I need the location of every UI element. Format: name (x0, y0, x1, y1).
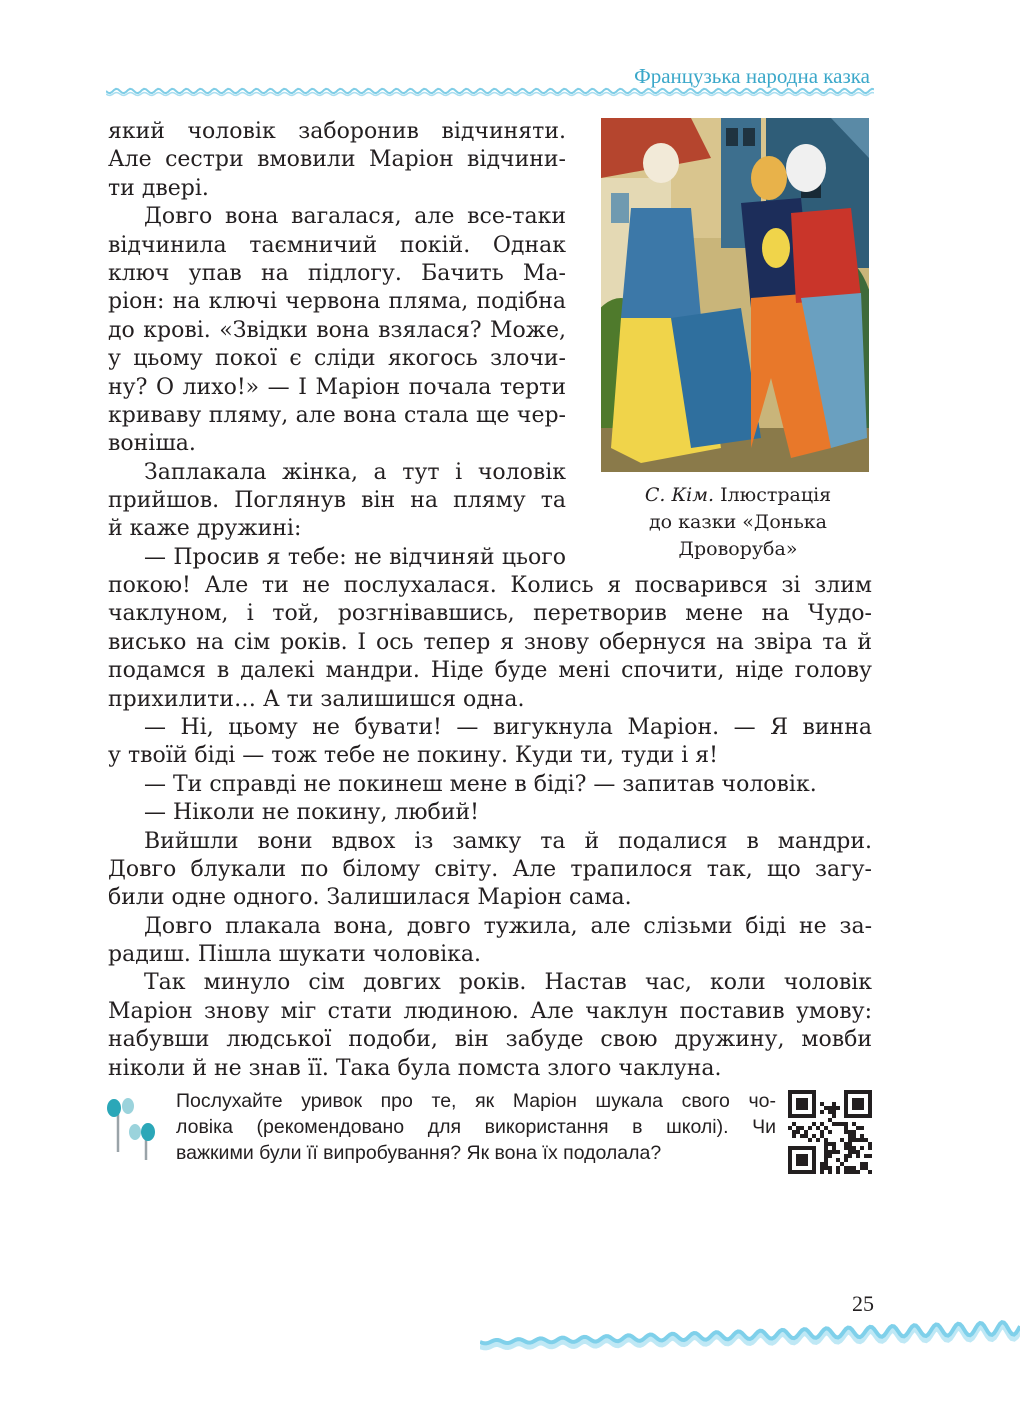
qr-module (868, 1106, 872, 1110)
qr-module (812, 1114, 816, 1118)
qr-module (788, 1154, 792, 1158)
text-line: ну? О лихо!» — І Маріон почала терти (108, 374, 566, 400)
text-line: чаклуном, і той, розгнівавшись, перетворив мене на Чудо- (108, 601, 872, 627)
text-line: Заплакала жінка, а тут і чоловік (144, 459, 566, 485)
qr-module (820, 1130, 824, 1134)
qr-module (820, 1110, 824, 1114)
header-wave-divider (106, 86, 874, 98)
qr-module (856, 1150, 860, 1154)
qr-module (852, 1102, 856, 1106)
qr-module (860, 1090, 864, 1094)
qr-module (820, 1166, 824, 1170)
qr-module (796, 1102, 800, 1106)
qr-module (796, 1170, 800, 1174)
qr-module (792, 1134, 796, 1138)
qr-module (864, 1154, 868, 1158)
qr-module (796, 1106, 800, 1110)
qr-module (788, 1170, 792, 1174)
text-line: Так минуло сім довгих років. Настав час, коли чоловік (144, 970, 872, 996)
text-line: ніколи й не знав її. Така була помста злого чаклуна. (108, 1055, 722, 1081)
qr-module (788, 1158, 792, 1162)
text-line: — Ти справді не покинеш мене в біді? — запитав чоловік. (144, 771, 817, 797)
qr-module (828, 1154, 832, 1158)
qr-module (848, 1090, 852, 1094)
qr-module (796, 1162, 800, 1166)
qr-module (788, 1106, 792, 1110)
qr-module (808, 1090, 812, 1094)
qr-module (848, 1154, 852, 1158)
text-line: били одне одного. Залишилася Маріон сама. (108, 885, 632, 911)
qr-module (804, 1146, 808, 1150)
text-line: — Просив я тебе: не відчиняй цього (144, 544, 566, 570)
qr-module (840, 1138, 844, 1142)
qr-module (832, 1150, 836, 1154)
text-line: висько на сім років. І ось тепер я знову обернуся на звіра та й (108, 629, 872, 655)
qr-module (852, 1146, 856, 1150)
qr-module (812, 1122, 816, 1126)
qr-module (804, 1162, 808, 1166)
qr-module (848, 1166, 852, 1170)
qr-module (820, 1122, 824, 1126)
qr-module (804, 1130, 808, 1134)
qr-module (852, 1170, 856, 1174)
qr-module (804, 1154, 808, 1158)
qr-module (832, 1146, 836, 1150)
qr-module (800, 1170, 804, 1174)
qr-module (852, 1122, 856, 1126)
qr-module (832, 1102, 836, 1106)
qr-module (792, 1114, 796, 1118)
qr-module (824, 1162, 828, 1166)
qr-module (788, 1102, 792, 1106)
qr-module (828, 1118, 832, 1122)
qr-module (844, 1110, 848, 1114)
qr-module (800, 1126, 804, 1130)
audio-task (104, 1088, 874, 1176)
qr-module (792, 1122, 796, 1126)
qr-module (864, 1090, 868, 1094)
text-line: Довго вона вагалася, але все-таки (144, 204, 566, 230)
qr-module (844, 1142, 848, 1146)
qr-module (836, 1170, 840, 1174)
qr-module (824, 1166, 828, 1170)
qr-module (816, 1126, 820, 1130)
qr-module (868, 1110, 872, 1114)
qr-module (844, 1170, 848, 1174)
qr-module (844, 1098, 848, 1102)
qr-module (800, 1146, 804, 1150)
audio-text-line: ловіка (рекомендовано для використання в школі). Чи (176, 1116, 776, 1138)
qr-module (852, 1090, 856, 1094)
qr-module (844, 1158, 848, 1162)
text-line: покою! Але ти не послухалася. Колись я посварився зі злим (108, 573, 872, 598)
caption-line (604, 482, 872, 509)
qr-module (828, 1110, 832, 1114)
audio-task-text (176, 1088, 776, 1166)
qr-module (812, 1146, 816, 1150)
qr-module (812, 1090, 816, 1094)
qr-module (820, 1134, 824, 1138)
qr-module (824, 1158, 828, 1162)
qr-module (796, 1130, 800, 1134)
qr-module (828, 1166, 832, 1170)
text-line: й каже дружині: (108, 516, 302, 542)
qr-module (852, 1106, 856, 1110)
qr-module (812, 1102, 816, 1106)
qr-module (832, 1142, 836, 1146)
qr-module (832, 1122, 836, 1126)
qr-module (796, 1158, 800, 1162)
qr-module (860, 1162, 864, 1166)
qr-module (796, 1114, 800, 1118)
qr-module (860, 1134, 864, 1138)
qr-module (804, 1102, 808, 1106)
qr-module (792, 1170, 796, 1174)
qr-module (796, 1154, 800, 1158)
qr-module (788, 1110, 792, 1114)
qr-module (860, 1106, 864, 1110)
qr-module (844, 1146, 848, 1150)
qr-module (836, 1122, 840, 1126)
qr-module (848, 1150, 852, 1154)
qr-module (844, 1090, 848, 1094)
qr-module (792, 1130, 796, 1134)
qr-module (856, 1098, 860, 1102)
qr-module (848, 1134, 852, 1138)
qr-module (808, 1138, 812, 1142)
qr-module (832, 1110, 836, 1114)
qr-module (808, 1126, 812, 1130)
illustration-caption (604, 482, 872, 563)
qr-module (804, 1090, 808, 1094)
qr-module (788, 1114, 792, 1118)
qr-module (800, 1102, 804, 1106)
qr-module (808, 1114, 812, 1118)
qr-module (792, 1090, 796, 1094)
qr-module (856, 1154, 860, 1158)
qr-module (852, 1114, 856, 1118)
caption-author: С. Кім. (644, 484, 715, 506)
qr-module (800, 1106, 804, 1110)
qr-module (848, 1114, 852, 1118)
qr-module (820, 1102, 824, 1106)
qr-module (832, 1114, 836, 1118)
qr-module (800, 1134, 804, 1138)
qr-module (824, 1126, 828, 1130)
qr-module (800, 1098, 804, 1102)
qr-module (812, 1110, 816, 1114)
text-line: воніша. (108, 431, 196, 457)
qr-module (804, 1114, 808, 1118)
qr-code[interactable] (788, 1090, 872, 1174)
qr-module (816, 1138, 820, 1142)
text-line: до крові. «Звідки вона взялася? Може, (108, 317, 566, 343)
qr-module (828, 1106, 832, 1110)
page-number: 25 (852, 1291, 874, 1316)
qr-module (864, 1162, 868, 1166)
qr-module (836, 1166, 840, 1170)
qr-module (852, 1098, 856, 1102)
qr-module (844, 1102, 848, 1106)
qr-module (868, 1170, 872, 1174)
qr-module (800, 1154, 804, 1158)
qr-module (800, 1090, 804, 1094)
text-line: подамся в далекі мандри. Ніде буде мені спочити, ніде голову (108, 658, 872, 684)
footer-wave-decoration (480, 1318, 1020, 1358)
text-line: — Ні, цьому не бувати! — вигукнула Маріон. — Я винна (144, 714, 872, 740)
qr-module (800, 1114, 804, 1118)
text-line: радиш. Пішла шукати чоловіка. (108, 942, 481, 968)
headphones-icon (104, 1092, 160, 1162)
qr-module (844, 1094, 848, 1098)
text-line: у твоїй біді — тож тебе не покину. Куди ти, туди і я! (108, 743, 719, 769)
qr-module (848, 1146, 852, 1150)
text-line: прийшов. Поглянув він на пляму та (108, 488, 566, 514)
qr-module (844, 1130, 848, 1134)
qr-module (788, 1146, 792, 1150)
story-illustration (601, 118, 869, 472)
text-line: ріон: на ключі червона пляма, подібна (108, 289, 566, 315)
qr-module (812, 1166, 816, 1170)
qr-module (836, 1158, 840, 1162)
qr-module (860, 1098, 864, 1102)
qr-module (868, 1154, 872, 1158)
qr-module (860, 1126, 864, 1130)
qr-module (824, 1150, 828, 1154)
qr-module (788, 1098, 792, 1102)
qr-module (788, 1166, 792, 1170)
caption-line: Дроворуба» (678, 538, 798, 560)
qr-module (812, 1158, 816, 1162)
qr-module (844, 1126, 848, 1130)
qr-module (844, 1106, 848, 1110)
text-line: який чоловік заборонив відчиняти. (108, 119, 566, 144)
qr-module (860, 1166, 864, 1170)
qr-module (800, 1162, 804, 1166)
qr-module (788, 1162, 792, 1166)
qr-module (796, 1146, 800, 1150)
text-line: — Ніколи не покину, любий! (144, 800, 479, 826)
qr-module (868, 1094, 872, 1098)
qr-module (808, 1170, 812, 1174)
text-column-full (108, 572, 872, 1083)
qr-module (856, 1102, 860, 1106)
qr-module (812, 1134, 816, 1138)
text-line: Маріон знову міг стати людиною. Але чаклун поставив умову: (108, 998, 872, 1024)
qr-module (848, 1130, 852, 1134)
qr-module (804, 1158, 808, 1162)
qr-module (828, 1130, 832, 1134)
qr-module (796, 1126, 800, 1130)
text-line: ти двері. (108, 175, 209, 201)
caption-line: до казки «Донька (648, 511, 828, 533)
qr-module (828, 1170, 832, 1174)
qr-module (848, 1170, 852, 1174)
text-line: набувши людської подоби, він забуде свою дружину, мовби (108, 1027, 872, 1053)
qr-module (792, 1146, 796, 1150)
qr-module (836, 1150, 840, 1154)
text-line: Довго блукали по білому світу. Але трапилося так, що загу- (108, 856, 872, 882)
qr-module (864, 1138, 868, 1142)
qr-module (820, 1162, 824, 1166)
qr-module (808, 1146, 812, 1150)
qr-module (868, 1114, 872, 1118)
qr-module (844, 1122, 848, 1126)
qr-module (852, 1130, 856, 1134)
qr-module (856, 1114, 860, 1118)
qr-module (852, 1134, 856, 1138)
qr-module (796, 1098, 800, 1102)
qr-module (844, 1166, 848, 1170)
text-line: відчинила таємничий покій. Однак (108, 232, 566, 258)
qr-module (852, 1166, 856, 1170)
qr-module (804, 1098, 808, 1102)
qr-module (868, 1142, 872, 1146)
qr-module (812, 1094, 816, 1098)
text-line: криваву пляму, але вона стала ще чер- (108, 402, 566, 428)
qr-module (860, 1146, 864, 1150)
qr-module (812, 1170, 816, 1174)
qr-module (852, 1138, 856, 1142)
caption-text: Ілюстрація (720, 484, 832, 506)
qr-module (812, 1098, 816, 1102)
qr-module (844, 1154, 848, 1158)
qr-module (824, 1142, 828, 1146)
qr-module (824, 1138, 828, 1142)
qr-module (800, 1158, 804, 1162)
qr-module (864, 1166, 868, 1170)
qr-module (856, 1138, 860, 1142)
qr-module (856, 1090, 860, 1094)
qr-module (812, 1154, 816, 1158)
qr-module (828, 1150, 832, 1154)
qr-module (804, 1170, 808, 1174)
qr-module (844, 1114, 848, 1118)
qr-module (836, 1106, 840, 1110)
text-column-wrapped (108, 118, 566, 572)
qr-module (824, 1106, 828, 1110)
qr-module (824, 1146, 828, 1150)
qr-module (812, 1106, 816, 1110)
audio-text-line: Послухайте уривок про те, як Маріон шукала свого чо- (176, 1090, 776, 1112)
qr-module (828, 1142, 832, 1146)
qr-module (852, 1150, 856, 1154)
qr-module (868, 1102, 872, 1106)
qr-module (788, 1126, 792, 1130)
qr-module (824, 1154, 828, 1158)
audio-text-line: важкими були її випробування? Як вона їх подолала? (176, 1142, 662, 1164)
qr-module (788, 1150, 792, 1154)
qr-module (860, 1102, 864, 1106)
qr-module (804, 1134, 808, 1138)
qr-module (860, 1138, 864, 1142)
text-line: у цьому покої є сліди якогось злочи- (108, 346, 566, 372)
text-line: прихилити… А ти залишишся одна. (108, 686, 525, 712)
qr-module (856, 1126, 860, 1130)
qr-module (840, 1162, 844, 1166)
qr-module (856, 1170, 860, 1174)
qr-module (832, 1106, 836, 1110)
qr-module (788, 1090, 792, 1094)
text-line: Вийшли вони вдвох із замку та й подалися в мандри. (144, 828, 872, 854)
running-header-title: Французька народна казка (634, 64, 870, 88)
qr-module (864, 1114, 868, 1118)
text-line: Але сестри вмовили Маріон відчини- (108, 147, 566, 173)
text-line: ключ упав на підлогу. Бачить Ма- (108, 260, 566, 286)
qr-module (848, 1142, 852, 1146)
qr-module (868, 1146, 872, 1150)
qr-module (868, 1090, 872, 1094)
qr-module (860, 1114, 864, 1118)
qr-module (840, 1122, 844, 1126)
qr-module (796, 1090, 800, 1094)
qr-module (856, 1106, 860, 1110)
text-line: Довго плакала вона, довго тужила, але слізьми біді не за- (144, 913, 872, 939)
qr-module (868, 1098, 872, 1102)
qr-module (812, 1162, 816, 1166)
qr-module (820, 1170, 824, 1174)
qr-module (804, 1106, 808, 1110)
qr-module (848, 1138, 852, 1142)
qr-module (788, 1094, 792, 1098)
qr-module (812, 1150, 816, 1154)
